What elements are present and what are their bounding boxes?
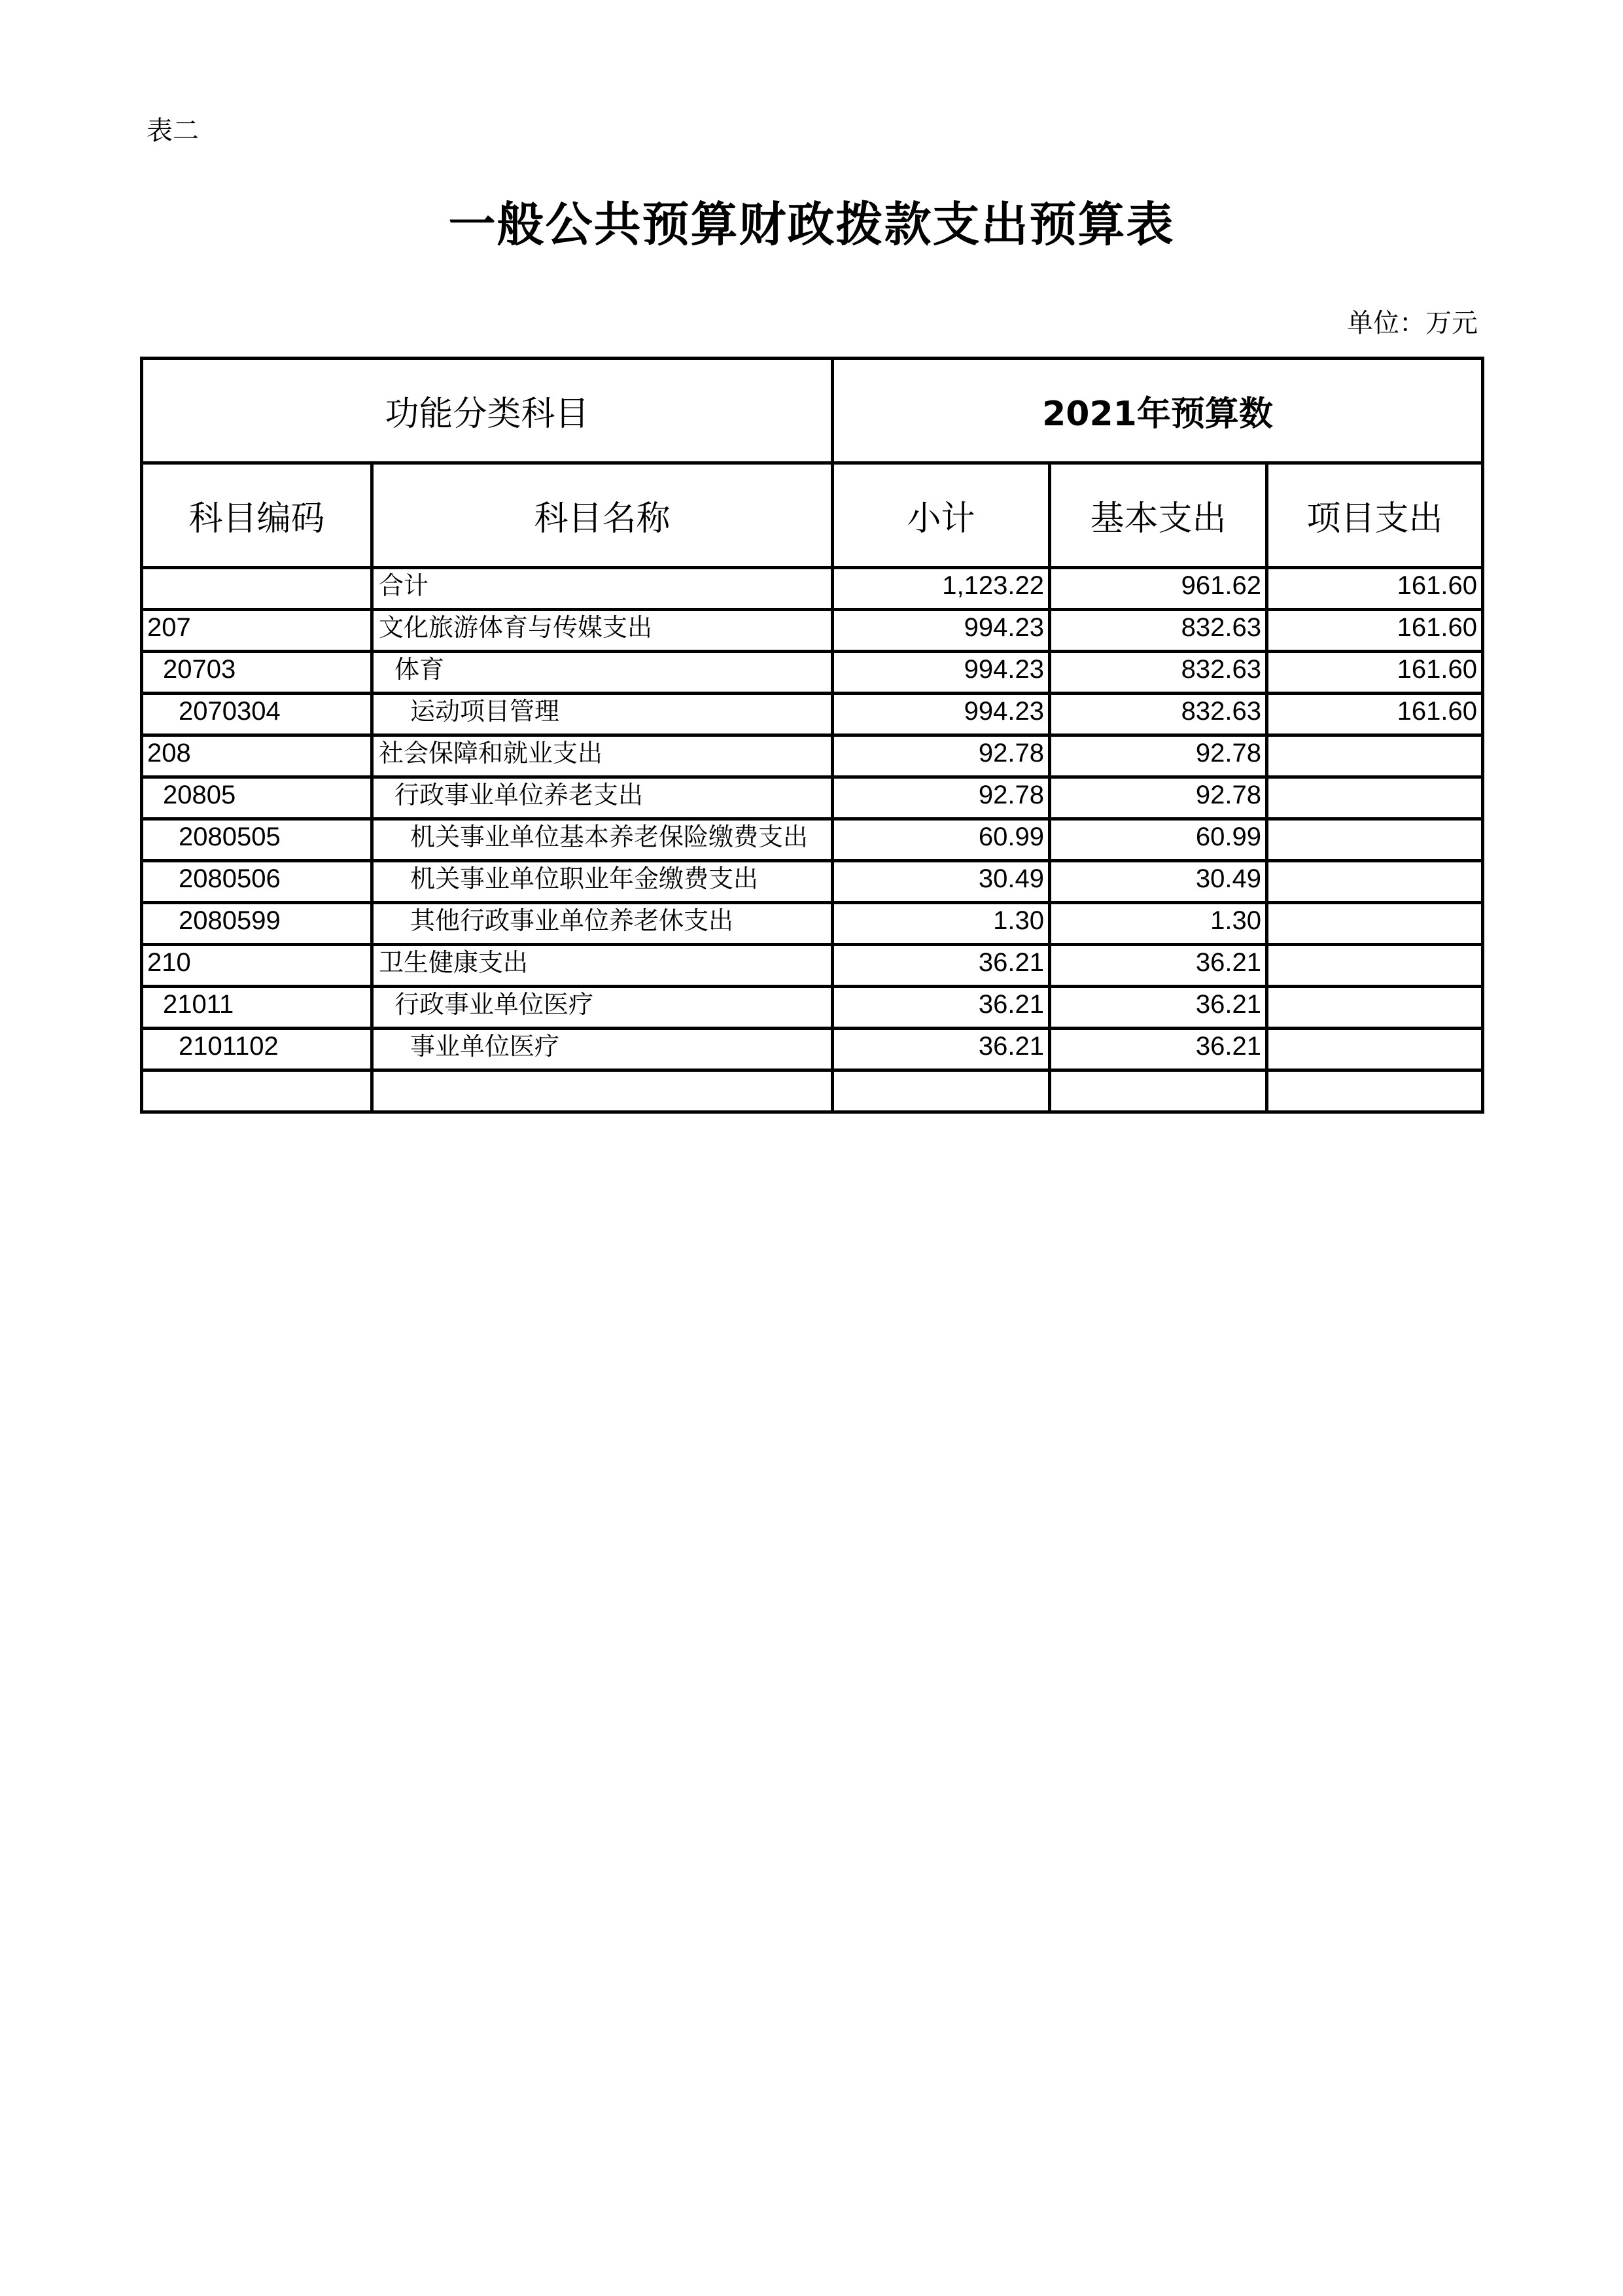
cell-code: 20805 — [142, 777, 372, 819]
cell-basic — [1050, 1070, 1267, 1112]
cell-basic: 961.62 — [1050, 568, 1267, 610]
cell-name — [372, 1070, 833, 1112]
cell-project — [1267, 1070, 1483, 1112]
cell-subtotal — [833, 1070, 1050, 1112]
header-subtotal: 小计 — [833, 463, 1050, 568]
table-row — [142, 1070, 1483, 1112]
header-name: 科目名称 — [372, 463, 833, 568]
cell-subtotal: 1,123.22 — [833, 568, 1050, 610]
cell-basic: 92.78 — [1050, 777, 1267, 819]
table-row — [142, 694, 1483, 735]
cell-name: 机关事业单位职业年金缴费支出 — [372, 861, 833, 903]
cell-basic: 832.63 — [1050, 694, 1267, 735]
cell-name: 运动项目管理 — [372, 694, 833, 735]
cell-code: 2080506 — [142, 861, 372, 903]
cell-code: 2070304 — [142, 694, 372, 735]
table-row — [142, 945, 1483, 987]
table-row — [142, 903, 1483, 945]
cell-name: 其他行政事业单位养老休支出 — [372, 903, 833, 945]
cell-project — [1267, 861, 1483, 903]
budget-table — [140, 357, 1484, 1114]
unit-label: 单位：万元 — [1347, 308, 1478, 338]
header-classification: 功能分类科目 — [142, 359, 833, 463]
cell-name: 文化旅游体育与传媒支出 — [372, 610, 833, 652]
table-body — [142, 568, 1483, 1112]
cell-project: 161.60 — [1267, 694, 1483, 735]
cell-name: 体育 — [372, 652, 833, 694]
group-header-row — [142, 359, 1483, 463]
cell-basic: 832.63 — [1050, 610, 1267, 652]
cell-subtotal: 36.21 — [833, 987, 1050, 1029]
cell-name: 卫生健康支出 — [372, 945, 833, 987]
cell-project — [1267, 777, 1483, 819]
cell-project — [1267, 987, 1483, 1029]
cell-code — [142, 568, 372, 610]
cell-project — [1267, 1029, 1483, 1070]
header-basic: 基本支出 — [1050, 463, 1267, 568]
table-row — [142, 735, 1483, 777]
cell-name: 行政事业单位医疗 — [372, 987, 833, 1029]
cell-basic: 92.78 — [1050, 735, 1267, 777]
cell-code: 2080599 — [142, 903, 372, 945]
cell-basic: 36.21 — [1050, 1029, 1267, 1070]
cell-name: 社会保障和就业支出 — [372, 735, 833, 777]
cell-subtotal: 92.78 — [833, 777, 1050, 819]
cell-code: 2101102 — [142, 1029, 372, 1070]
cell-project — [1267, 903, 1483, 945]
cell-subtotal: 36.21 — [833, 1029, 1050, 1070]
cell-code: 20703 — [142, 652, 372, 694]
cell-subtotal: 36.21 — [833, 945, 1050, 987]
cell-project — [1267, 735, 1483, 777]
cell-subtotal: 1.30 — [833, 903, 1050, 945]
cell-subtotal: 994.23 — [833, 694, 1050, 735]
header-code: 科目编码 — [142, 463, 372, 568]
cell-subtotal: 994.23 — [833, 610, 1050, 652]
cell-name: 事业单位医疗 — [372, 1029, 833, 1070]
cell-code: 2080505 — [142, 819, 372, 861]
cell-project: 161.60 — [1267, 652, 1483, 694]
cell-name: 合计 — [372, 568, 833, 610]
cell-name: 行政事业单位养老支出 — [372, 777, 833, 819]
table-row — [142, 652, 1483, 694]
cell-subtotal: 92.78 — [833, 735, 1050, 777]
cell-code: 210 — [142, 945, 372, 987]
cell-basic: 832.63 — [1050, 652, 1267, 694]
cell-basic: 36.21 — [1050, 945, 1267, 987]
cell-subtotal: 60.99 — [833, 819, 1050, 861]
header-budget-year: 2021年预算数 — [833, 359, 1483, 463]
cell-project — [1267, 819, 1483, 861]
column-header-row — [142, 463, 1483, 568]
cell-code: 207 — [142, 610, 372, 652]
cell-basic: 30.49 — [1050, 861, 1267, 903]
cell-project: 161.60 — [1267, 568, 1483, 610]
table-row — [142, 987, 1483, 1029]
cell-project — [1267, 945, 1483, 987]
header-project: 项目支出 — [1267, 463, 1483, 568]
cell-basic: 60.99 — [1050, 819, 1267, 861]
table-row — [142, 861, 1483, 903]
cell-code — [142, 1070, 372, 1112]
cell-basic: 36.21 — [1050, 987, 1267, 1029]
table-label: 表二 — [147, 116, 199, 146]
table-row — [142, 777, 1483, 819]
cell-basic: 1.30 — [1050, 903, 1267, 945]
table-row — [142, 1029, 1483, 1070]
page-title: 一般公共预算财政拨款支出预算表 — [448, 196, 1175, 252]
cell-subtotal: 30.49 — [833, 861, 1050, 903]
cell-subtotal: 994.23 — [833, 652, 1050, 694]
table-row — [142, 819, 1483, 861]
table-row — [142, 610, 1483, 652]
cell-project: 161.60 — [1267, 610, 1483, 652]
cell-code: 21011 — [142, 987, 372, 1029]
cell-name: 机关事业单位基本养老保险缴费支出 — [372, 819, 833, 861]
cell-code: 208 — [142, 735, 372, 777]
table-row — [142, 568, 1483, 610]
